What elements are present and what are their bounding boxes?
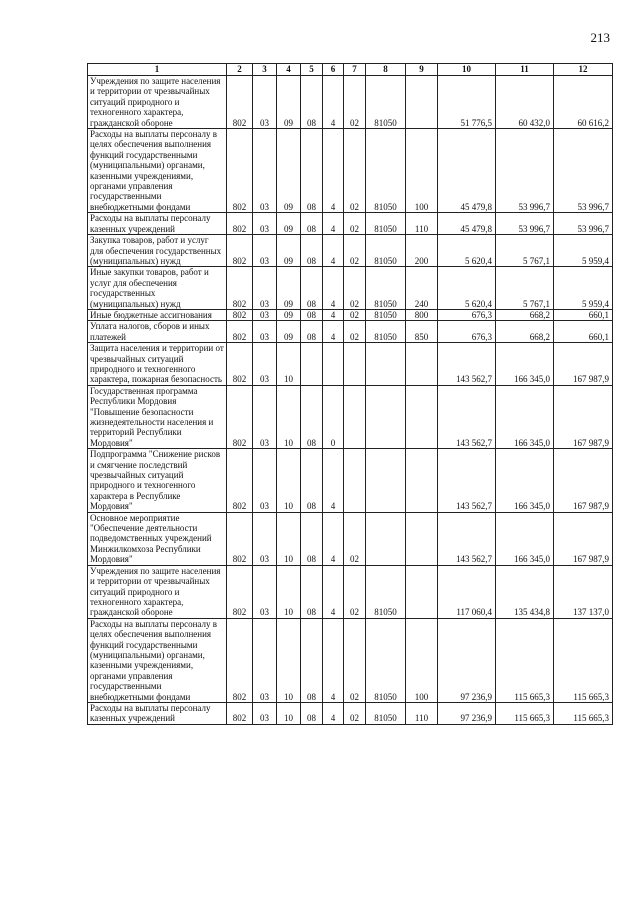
cell-subsection: 10: [277, 385, 301, 448]
cell-admin-code: 802: [227, 343, 253, 386]
cell-amount-year1: 676,3: [438, 321, 496, 343]
cell-amount-year2: 53 996,7: [496, 129, 554, 213]
cell-name: Основное мероприятие "Обеспечение деятельности подведомственных учреждений Минжилкомхоза Республики Мордовия": [88, 512, 227, 565]
cell-event: 02: [344, 321, 366, 343]
cell-amount-year3: 5 959,4: [554, 267, 613, 310]
table-row: [88, 213, 613, 235]
cell-subprogram: 4: [323, 235, 344, 267]
cell-amount-year1: 97 236,9: [438, 702, 496, 724]
cell-direction: 81050: [366, 309, 406, 320]
cell-name: Уплата налогов, сборов и иных платежей: [88, 321, 227, 343]
cell-amount-year3: 115 665,3: [554, 702, 613, 724]
cell-subsection: 09: [277, 76, 301, 129]
header-row: [88, 64, 613, 76]
cell-amount-year1: 117 060,4: [438, 565, 496, 618]
cell-amount-year3: 167 987,9: [554, 449, 613, 512]
cell-amount-year1: 143 562,7: [438, 512, 496, 565]
cell-expense-type: 100: [406, 129, 438, 213]
cell-program: 08: [301, 385, 323, 448]
cell-program: 08: [301, 565, 323, 618]
cell-admin-code: 802: [227, 449, 253, 512]
cell-amount-year2: 166 345,0: [496, 385, 554, 448]
cell-admin-code: 802: [227, 618, 253, 702]
cell-program: 08: [301, 309, 323, 320]
cell-direction: [366, 385, 406, 448]
cell-amount-year1: 45 479,8: [438, 213, 496, 235]
cell-admin-code: 802: [227, 385, 253, 448]
cell-expense-type: [406, 449, 438, 512]
cell-section: 03: [253, 321, 277, 343]
cell-direction: 81050: [366, 321, 406, 343]
cell-event: [344, 449, 366, 512]
cell-expense-type: 240: [406, 267, 438, 310]
cell-admin-code: 802: [227, 129, 253, 213]
col-header: 11: [496, 64, 554, 76]
cell-amount-year1: 97 236,9: [438, 618, 496, 702]
cell-amount-year2: 135 434,8: [496, 565, 554, 618]
cell-name: Расходы на выплаты персоналу в целях обеспечения выполнения функций государственными (муниципальными) органами, казенными учреждениями, органами управления государственными внебюджетными фондами: [88, 129, 227, 213]
cell-section: 03: [253, 618, 277, 702]
cell-subprogram: 4: [323, 565, 344, 618]
cell-section: 03: [253, 213, 277, 235]
cell-program: 08: [301, 235, 323, 267]
table-row: [88, 76, 613, 129]
cell-expense-type: 800: [406, 309, 438, 320]
cell-direction: [366, 512, 406, 565]
cell-amount-year3: 115 665,3: [554, 618, 613, 702]
col-header: 12: [554, 64, 613, 76]
cell-amount-year2: 668,2: [496, 321, 554, 343]
cell-subsection: 09: [277, 267, 301, 310]
cell-subprogram: 4: [323, 512, 344, 565]
cell-admin-code: 802: [227, 321, 253, 343]
cell-amount-year1: 143 562,7: [438, 449, 496, 512]
cell-section: 03: [253, 267, 277, 310]
cell-program: 08: [301, 618, 323, 702]
cell-direction: 81050: [366, 618, 406, 702]
cell-direction: 81050: [366, 129, 406, 213]
cell-section: 03: [253, 702, 277, 724]
cell-amount-year3: 167 987,9: [554, 512, 613, 565]
cell-subprogram: 0: [323, 385, 344, 448]
cell-program: 08: [301, 702, 323, 724]
cell-event: [344, 385, 366, 448]
cell-direction: [366, 343, 406, 386]
cell-amount-year3: 5 959,4: [554, 235, 613, 267]
cell-direction: [366, 449, 406, 512]
cell-subsection: 10: [277, 565, 301, 618]
table-row: [88, 321, 613, 343]
cell-expense-type: [406, 343, 438, 386]
cell-subprogram: [323, 343, 344, 386]
table-row: [88, 385, 613, 448]
cell-subsection: 09: [277, 129, 301, 213]
cell-section: 03: [253, 449, 277, 512]
cell-section: 03: [253, 385, 277, 448]
cell-subprogram: 4: [323, 702, 344, 724]
cell-event: 02: [344, 129, 366, 213]
cell-subsection: 10: [277, 702, 301, 724]
cell-name: Расходы на выплаты персоналу казенных учреждений: [88, 702, 227, 724]
cell-subprogram: 4: [323, 449, 344, 512]
cell-direction: 81050: [366, 213, 406, 235]
cell-admin-code: 802: [227, 512, 253, 565]
table-row: [88, 129, 613, 213]
cell-admin-code: 802: [227, 76, 253, 129]
cell-expense-type: [406, 565, 438, 618]
cell-expense-type: [406, 76, 438, 129]
cell-amount-year3: 167 987,9: [554, 385, 613, 448]
cell-amount-year2: 166 345,0: [496, 449, 554, 512]
cell-amount-year2: 115 665,3: [496, 618, 554, 702]
cell-program: 08: [301, 321, 323, 343]
cell-subsection: 10: [277, 343, 301, 386]
cell-amount-year3: 60 616,2: [554, 76, 613, 129]
cell-amount-year3: 53 996,7: [554, 129, 613, 213]
cell-subprogram: 4: [323, 129, 344, 213]
cell-event: 02: [344, 235, 366, 267]
cell-direction: 81050: [366, 76, 406, 129]
table-row: [88, 618, 613, 702]
col-header: 8: [366, 64, 406, 76]
cell-amount-year2: 5 767,1: [496, 235, 554, 267]
col-header: 4: [277, 64, 301, 76]
cell-subsection: 09: [277, 235, 301, 267]
cell-program: 08: [301, 449, 323, 512]
cell-expense-type: 200: [406, 235, 438, 267]
cell-event: 02: [344, 512, 366, 565]
cell-section: 03: [253, 76, 277, 129]
cell-amount-year2: 166 345,0: [496, 512, 554, 565]
col-header: 5: [301, 64, 323, 76]
cell-subprogram: 4: [323, 309, 344, 320]
cell-expense-type: [406, 512, 438, 565]
cell-section: 03: [253, 343, 277, 386]
cell-name: Закупка товаров, работ и услуг для обеспечения государственных (муниципальных) нужд: [88, 235, 227, 267]
cell-amount-year1: 51 776,5: [438, 76, 496, 129]
cell-amount-year3: 53 996,7: [554, 213, 613, 235]
cell-subsection: 09: [277, 309, 301, 320]
table-row: [88, 449, 613, 512]
cell-amount-year3: 167 987,9: [554, 343, 613, 386]
cell-amount-year1: 676,3: [438, 309, 496, 320]
cell-amount-year1: 5 620,4: [438, 235, 496, 267]
col-header: 9: [406, 64, 438, 76]
cell-expense-type: 100: [406, 618, 438, 702]
cell-subprogram: 4: [323, 213, 344, 235]
cell-program: 08: [301, 213, 323, 235]
cell-expense-type: [406, 385, 438, 448]
page-number: 213: [590, 30, 610, 45]
cell-amount-year1: 5 620,4: [438, 267, 496, 310]
cell-name: Учреждения по защите населения и территории от чрезвычайных ситуаций природного и техногенного характера, гражданской обороне: [88, 565, 227, 618]
cell-amount-year2: 668,2: [496, 309, 554, 320]
cell-subprogram: 4: [323, 267, 344, 310]
cell-admin-code: 802: [227, 235, 253, 267]
cell-name: Защита населения и территории от чрезвычайных ситуаций природного и техногенного характера, пожарная безопасность: [88, 343, 227, 386]
cell-amount-year2: 53 996,7: [496, 213, 554, 235]
col-header: 3: [253, 64, 277, 76]
cell-subsection: 10: [277, 618, 301, 702]
cell-admin-code: 802: [227, 267, 253, 310]
cell-amount-year2: 166 345,0: [496, 343, 554, 386]
cell-program: 08: [301, 512, 323, 565]
table-row: [88, 702, 613, 724]
cell-amount-year3: 137 137,0: [554, 565, 613, 618]
cell-event: 02: [344, 618, 366, 702]
cell-event: 02: [344, 213, 366, 235]
cell-name: Подпрограмма "Снижение рисков и смягчение последствий чрезвычайных ситуаций природного и техногенного характера в Республике Мордовия": [88, 449, 227, 512]
cell-event: 02: [344, 309, 366, 320]
cell-event: 02: [344, 702, 366, 724]
cell-name: Иные бюджетные ассигнования: [88, 309, 227, 320]
cell-section: 03: [253, 309, 277, 320]
cell-name: Расходы на выплаты персоналу в целях обеспечения выполнения функций государственными (муниципальными) органами, казенными учреждениями, органами управления государственными внебюджетными фондами: [88, 618, 227, 702]
cell-program: 08: [301, 76, 323, 129]
cell-section: 03: [253, 235, 277, 267]
cell-name: Учреждения по защите населения и территории от чрезвычайных ситуаций природного и техногенного характера, гражданской обороне: [88, 76, 227, 129]
budget-table: [87, 63, 613, 725]
cell-subsection: 10: [277, 512, 301, 565]
cell-amount-year3: 660,1: [554, 321, 613, 343]
cell-amount-year2: 60 432,0: [496, 76, 554, 129]
cell-direction: 81050: [366, 267, 406, 310]
cell-subprogram: 4: [323, 321, 344, 343]
cell-name: Расходы на выплаты персоналу казенных учреждений: [88, 213, 227, 235]
cell-direction: 81050: [366, 702, 406, 724]
cell-program: 08: [301, 129, 323, 213]
cell-amount-year1: 143 562,7: [438, 343, 496, 386]
table-row: [88, 309, 613, 320]
cell-amount-year2: 5 767,1: [496, 267, 554, 310]
cell-event: 02: [344, 565, 366, 618]
cell-event: 02: [344, 267, 366, 310]
cell-event: [344, 343, 366, 386]
cell-section: 03: [253, 512, 277, 565]
cell-subsection: 09: [277, 321, 301, 343]
col-header: 6: [323, 64, 344, 76]
cell-section: 03: [253, 565, 277, 618]
cell-admin-code: 802: [227, 309, 253, 320]
cell-program: [301, 343, 323, 386]
cell-subsection: 09: [277, 213, 301, 235]
table-row: [88, 512, 613, 565]
cell-admin-code: 802: [227, 565, 253, 618]
cell-expense-type: 110: [406, 702, 438, 724]
cell-admin-code: 802: [227, 213, 253, 235]
col-header: 10: [438, 64, 496, 76]
table-row: [88, 267, 613, 310]
cell-subprogram: 4: [323, 618, 344, 702]
cell-amount-year3: 660,1: [554, 309, 613, 320]
table-row: [88, 343, 613, 386]
cell-subsection: 10: [277, 449, 301, 512]
cell-direction: 81050: [366, 235, 406, 267]
cell-name: Иные закупки товаров, работ и услуг для обеспечения государственных (муниципальных) нужд: [88, 267, 227, 310]
cell-event: 02: [344, 76, 366, 129]
cell-name: Государственная программа Республики Мордовия "Повышение безопасности жизнедеятельности населения и территорий Республики Мордовия": [88, 385, 227, 448]
col-header: 7: [344, 64, 366, 76]
cell-amount-year1: 143 562,7: [438, 385, 496, 448]
cell-subprogram: 4: [323, 76, 344, 129]
cell-program: 08: [301, 267, 323, 310]
col-header: 2: [227, 64, 253, 76]
table-row: [88, 235, 613, 267]
col-header: 1: [88, 64, 227, 76]
cell-amount-year2: 115 665,3: [496, 702, 554, 724]
table-row: [88, 565, 613, 618]
cell-amount-year1: 45 479,8: [438, 129, 496, 213]
cell-expense-type: 110: [406, 213, 438, 235]
cell-expense-type: 850: [406, 321, 438, 343]
cell-section: 03: [253, 129, 277, 213]
cell-direction: 81050: [366, 565, 406, 618]
cell-admin-code: 802: [227, 702, 253, 724]
